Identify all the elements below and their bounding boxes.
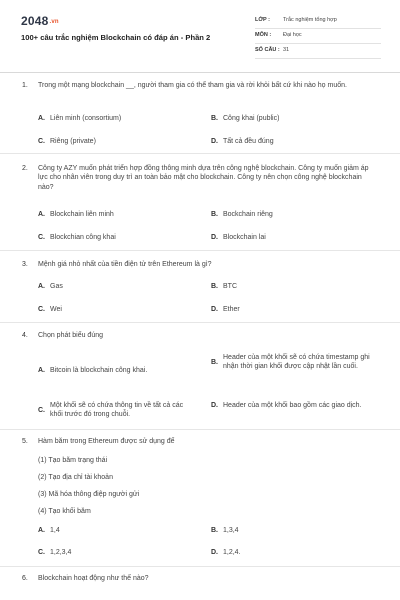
question-number: 2.: [22, 165, 28, 172]
option-letter: A.: [38, 367, 45, 374]
option-letter: B.: [211, 211, 218, 218]
option-text: 1,3,4: [223, 527, 239, 534]
option-letter: A.: [38, 115, 45, 122]
option-a[interactable]: [38, 282, 198, 291]
option-c[interactable]: [38, 137, 198, 146]
statement-item: (4) Tạo khối băm: [38, 508, 91, 515]
question-header: [22, 81, 382, 90]
option-text: Wei: [50, 306, 62, 313]
option-b[interactable]: [211, 210, 381, 219]
info-label: SỐ CÂU :: [255, 47, 280, 54]
info-table: [255, 14, 381, 59]
site-logo[interactable]: [21, 13, 59, 29]
question-header: [22, 260, 382, 269]
question-text: Chọn phát biểu đúng: [38, 332, 103, 339]
question-divider: [0, 322, 400, 323]
option-text: Blockchain liên minh: [50, 211, 114, 218]
info-label: LỚP :: [255, 17, 270, 24]
option-text: 1,4: [50, 527, 60, 534]
question-number: 1.: [22, 82, 28, 89]
logo-text: 2048: [21, 14, 49, 28]
question-header: [22, 574, 382, 583]
question-divider: [0, 429, 400, 430]
option-text: Liên minh (consortium): [50, 115, 122, 122]
question-text: Mệnh giá nhỏ nhất của tiền điện tử trên Ethereum là gì?: [38, 261, 212, 268]
question-text: Trong một mạng blockchain __, người tham gia có thể tham gia và rời khỏi bất cứ khi nào họ muốn.: [38, 82, 347, 89]
question-number: 6.: [22, 575, 28, 582]
option-letter: C.: [38, 406, 45, 414]
option-text: Riêng (private): [50, 138, 96, 145]
info-label: MÔN :: [255, 32, 272, 39]
question-divider: [0, 250, 400, 251]
option-letter: D.: [211, 234, 218, 241]
option-b[interactable]: [211, 526, 381, 535]
option-b[interactable]: [211, 114, 381, 123]
option-text: Công khai (public): [223, 115, 280, 122]
option-letter: D.: [211, 549, 218, 556]
option-letter: D.: [211, 402, 218, 409]
option-a[interactable]: [38, 114, 198, 123]
option-text: Header của một khối sẽ có chứa timestamp ghi nhận thời gian khối được cập nhật lần cuối.: [223, 354, 370, 371]
option-letter: C.: [38, 549, 45, 556]
question-number: 5.: [22, 438, 28, 445]
option-letter: B.: [211, 115, 218, 122]
info-row-count: [255, 44, 381, 59]
option-text: Gas: [50, 283, 63, 290]
question-header: [22, 331, 382, 340]
question-number: 3.: [22, 261, 28, 268]
option-d[interactable]: [211, 305, 381, 314]
option-d[interactable]: [211, 233, 381, 242]
info-row-class: [255, 14, 381, 29]
option-text: Blockchain lai: [223, 234, 266, 241]
statement-item: (2) Tạo địa chỉ tài khoản: [38, 474, 113, 481]
question-divider: [0, 566, 400, 567]
option-letter: C.: [38, 234, 45, 241]
option-text: Bitcoin là blockchain công khai.: [50, 367, 148, 374]
option-d[interactable]: [211, 548, 381, 557]
option-text: Header của một khối bao gồm các giao dịch.: [223, 402, 362, 409]
option-b[interactable]: [211, 353, 383, 372]
question-divider: [0, 153, 400, 154]
option-letter: A.: [38, 283, 45, 290]
option-c[interactable]: [38, 401, 203, 420]
option-letter: B.: [211, 358, 218, 366]
document-header: [0, 0, 400, 66]
question-text: Công ty AZY muốn phát triển hợp đồng thông minh dựa trên công nghệ blockchain. Công ty muốn giảm áp lực cho nhân viên trong duy trì an toàn bảo mật cho blockchain. Công ty nên chọn công nghệ blockchain nào?: [38, 165, 369, 191]
document-title: 100+ câu trắc nghiệm Blockchain có đáp án - Phần 2: [21, 33, 211, 42]
option-text: 1,2,4.: [223, 549, 241, 556]
option-text: Ether: [223, 306, 240, 313]
option-text: 1,2,3,4: [50, 549, 72, 556]
option-letter: A.: [38, 527, 45, 534]
option-letter: C.: [38, 138, 45, 145]
option-letter: B.: [211, 527, 218, 534]
statement-item: (1) Tạo băm trạng thái: [38, 457, 108, 464]
option-text: Một khối sẽ có chứa thông tin về tất cả các khối trước đó trong chuỗi.: [50, 402, 184, 419]
option-letter: B.: [211, 283, 218, 290]
option-d[interactable]: [211, 401, 383, 410]
option-d[interactable]: [211, 137, 381, 146]
option-c[interactable]: [38, 233, 198, 242]
info-value: 31: [283, 47, 290, 54]
option-letter: D.: [211, 306, 218, 313]
option-text: Blockchian công khai: [50, 234, 116, 241]
option-c[interactable]: [38, 305, 198, 314]
question-header: [22, 164, 382, 192]
option-text: Tất cả đều đúng: [223, 138, 274, 145]
question-text: Hàm băm trong Ethereum được sử dụng để: [38, 438, 175, 445]
info-value: Đại học: [283, 32, 302, 39]
option-letter: C.: [38, 306, 45, 313]
option-b[interactable]: [211, 282, 381, 291]
header-divider: [0, 72, 400, 73]
question-text: Blockchain hoạt động như thế nào?: [38, 575, 149, 582]
statement-item: (3) Mã hóa thông điệp người gửi: [38, 491, 140, 498]
option-letter: A.: [38, 211, 45, 218]
question-header: [22, 437, 382, 446]
question-number: 4.: [22, 332, 28, 339]
option-letter: D.: [211, 138, 218, 145]
option-a[interactable]: [38, 526, 198, 535]
option-a[interactable]: [38, 366, 203, 375]
option-text: Bockchain riêng: [223, 211, 273, 218]
option-text: BTC: [223, 283, 237, 290]
info-row-subject: [255, 29, 381, 44]
info-value: Trắc nghiệm tổng hợp: [283, 17, 337, 24]
option-a[interactable]: [38, 210, 198, 219]
logo-domain: .vn: [49, 19, 59, 25]
option-c[interactable]: [38, 548, 198, 557]
